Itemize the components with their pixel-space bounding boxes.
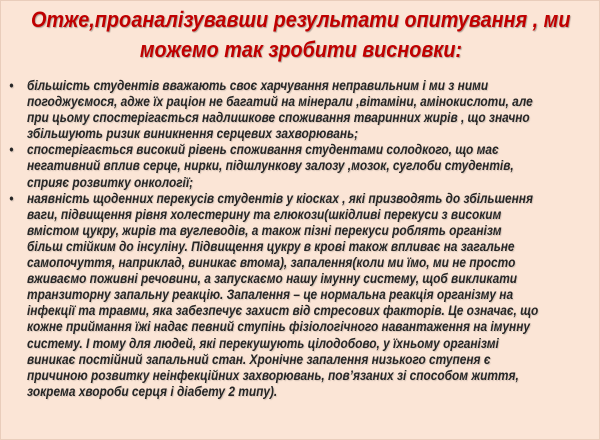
bullet-text-line: інфекції та травми, яка забезпечує захист від стресових факторів. Це означає, що [27,303,539,319]
slide-title-line-2: можемо так зробити висновки: [139,37,463,62]
bullet-item [9,78,590,142]
bullet-icon: • [9,190,14,206]
bullet-text-line: збільшують ризик виникнення серцевих захворювань; [27,126,359,142]
bullet-item [9,142,590,190]
bullet-text-line: вмістом цукру, жирів та вуглеводів, а також пізні перекуси роблять організм [27,222,502,238]
bullet-text-line: погоджуємося, адже їх раціон не багатий на мінерали ,вітаміни, амінокислоти, але [27,94,533,110]
bullet-text-line: причиною розвитку неінфекційних захворювань, пов’язаних зі способом життя, [27,367,519,383]
bullet-text-line: більш стійким до інсуліну. Підвищення цукру в крові також впливає на загальне [27,238,515,254]
bullet-text-line: самопочуття, наприклад, виникає втома), запалення(коли ми їмо, ми не просто [27,255,516,271]
bullet-text-line: ваги, підвищення рівня холестерину та глюкози(шкідливі перекуси з високим [27,206,502,222]
bullet-item [9,190,590,400]
bullet-text-line: негативний вплив серце, нирки, підшлункову залозу ,мозок, суглоби студентів, [27,158,514,174]
bullet-icon: • [9,142,14,158]
bullet-list [9,78,590,400]
bullet-text-line: систему. І тому для людей, які перекушують цілодобово, у їхньому організмі [27,335,499,351]
bullet-text-line: більшість студентів вважають своє харчування неправильним і ми з ними [27,78,489,93]
bullet-text-line: кожне приймання їжі надає певний ступінь фізіологічного навантаження на імунну [27,319,531,335]
slide-title-line-1: Отже,проаналізувавши результати опитування , ми [31,7,571,32]
bullet-text-line: при цьому спостерігається надлишкове споживання тваринних жирів , що значно [27,110,530,126]
bullet-icon: • [9,78,14,93]
bullet-text-line: виникає постійний запальний стан. Хронічне запалення низького ступеня є [27,351,491,367]
bullet-text-line: зокрема хвороби серця і діабету 2 типу). [27,383,278,399]
bullet-text-line: транзиторну запальну реакцію. Запалення – це нормальна реакція організму на [27,287,514,303]
bullet-text-line: спостерігається високий рівень споживання студентами солодкого, що має [27,142,499,158]
bullet-text-line: вживаємо поживні речовини, а запускаємо нашу імунну систему, щоб викликати [27,271,518,287]
bullet-text-line: наявність щоденних перекусів студентів у кіосках , які призводять до збільшення [27,190,533,206]
bullet-text-line: сприяє розвитку онкології; [27,174,194,190]
